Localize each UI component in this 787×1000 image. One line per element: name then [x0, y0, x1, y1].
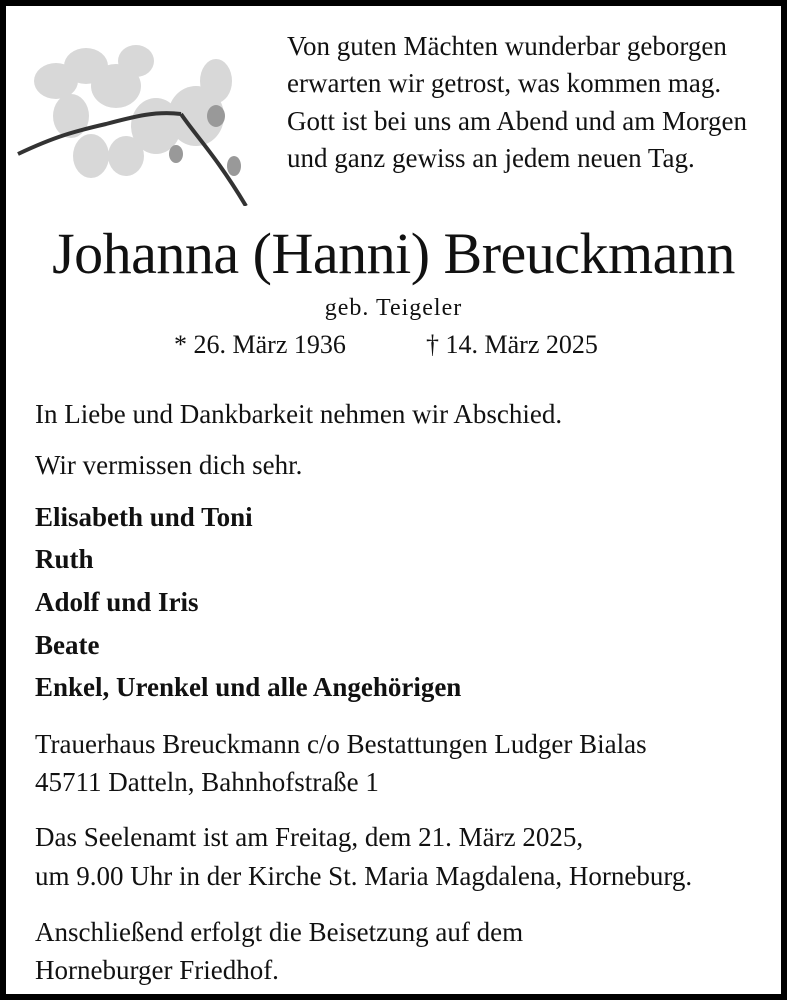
burial-line: Anschließend erfolgt die Beisetzung auf dem	[35, 917, 524, 947]
mourner: Enkel, Urenkel und alle Angehörigen	[35, 672, 462, 702]
mourner: Ruth	[35, 544, 94, 574]
miss-text: Wir vermissen dich sehr.	[35, 450, 303, 480]
poem-line: und ganz gewiss an jedem neuen Tag.	[287, 143, 695, 173]
poem-line: erwarten wir getrost, was kommen mag.	[287, 68, 722, 98]
poem-line: Von guten Mächten wunderbar geborgen	[287, 31, 727, 61]
service-line: Das Seelenamt ist am Freitag, dem 21. März 2025,	[35, 822, 584, 852]
address-line: 45711 Datteln, Bahnhofstraße 1	[35, 767, 379, 797]
poem-line: Gott ist bei uns am Abend und am Morgen	[287, 106, 747, 136]
farewell-text: In Liebe und Dankbarkeit nehmen wir Abschied.	[35, 399, 563, 429]
obituary-notice	[6, 6, 781, 994]
burial-line: Horneburger Friedhof.	[35, 955, 279, 985]
address-line: Trauerhaus Breuckmann c/o Bestattungen Ludger Bialas	[35, 729, 647, 759]
maiden-name: geb. Teigeler	[324, 295, 463, 321]
mourner: Adolf und Iris	[35, 587, 199, 617]
service-line: um 9.00 Uhr in der Kirche St. Maria Magdalena, Horneburg.	[35, 861, 693, 891]
death-date: † 14. März 2025	[426, 330, 598, 359]
orchid-image	[16, 36, 266, 206]
mourner: Beate	[35, 630, 100, 660]
mourner: Elisabeth und Toni	[35, 502, 253, 532]
deceased-name: Johanna (Hanni) Breuckmann	[52, 221, 735, 286]
birth-date: * 26. März 1936	[174, 330, 346, 359]
